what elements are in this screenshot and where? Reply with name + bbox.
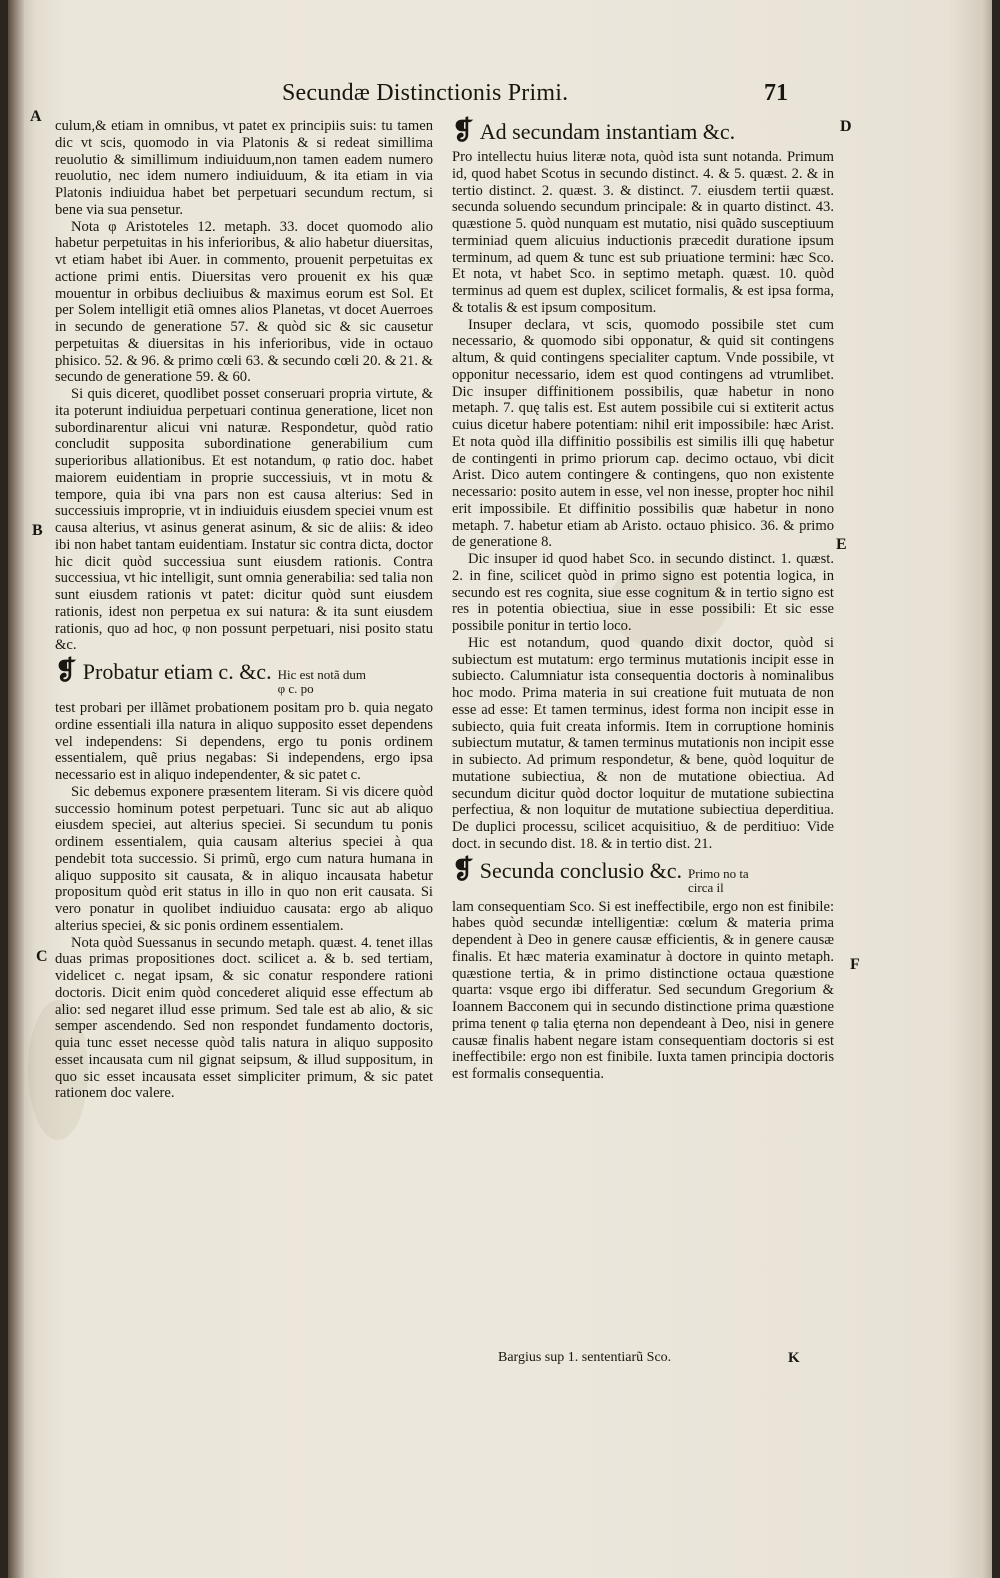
pilcrow-icon: ❡ [55, 656, 77, 685]
margin-letter-c: C [36, 948, 48, 965]
pilcrow-icon: ❡ [452, 854, 474, 884]
page-edge [982, 0, 992, 1578]
pilcrow-icon: ❡ [452, 116, 474, 145]
left-column [55, 118, 433, 1102]
heading-text: Probatur etiam c. &c. [82, 659, 272, 684]
binding-gutter [8, 0, 24, 1578]
catchline: Bargius sup 1. sententiarũ Sco. [498, 1350, 672, 1365]
section-heading [452, 854, 834, 895]
margin-letter-b: B [32, 522, 43, 539]
paragraph: Insuper declara, vt scis, quomodo possibile stet cum necessario, & quomodo sibi opponatur, & quid sit contingens altum, & quid contingens specialiter captum. Vnde possibile, vt opponitur necessario, idem est quod contingens ad vtrumlibet. Dic insuper diffinitionem possibilis, quæ habetur in nono metaph. 7. quę talis est. Est autem possibile cui si extiterit actus cuius dicetur habere potentiam: nihil erit impossibile: hæc Arist. Et nota quòd illa diffinitio possibilis est similis illi quę habetur de contingenti in primo priorum cap. decimo octauo, vbi dicit Arist. Dico autem contingere & contingens, quo non existente necessario: posito autem in esse, vel non inesse, propter hoc nihil erit impossibile. Et diffinitio possibilis quæ habetur in nono metaph. 7. habetur etiam ab Aristo. octauo phisico. 36. & primo de generatione 8. [452, 316, 834, 551]
paragraph: Nota quòd Suessanus in secundo metaph. quæst. 4. tenet illas duas primas propositiones doct. scilicet a. & b. sed tertiam, videlicet c. negat ipsam, & sic conatur respondere rationi doctoris. Dicit enim quòd concederet aliquid esse effectum ab alio: sed negaret illud esse primum. Sed tale est ab alio, & sic semper ascendendo. Sed non respondet fundamento doctoris, quia tunc esset necesse quòd talis natura in aliquo supposito esset incausata cum nil gignat seipsum, & illud suppositum, in quo sic esset incausata esset simpliciter primum, & sic patet rationem doc valere. [55, 934, 433, 1102]
paragraph: Nota φ Aristoteles 12. metaph. 33. docet quomodo alio habetur perpetuitas in his inferioribus, & alio habetur diuersitas, vt etiam habet ibi Auer. in commento, prouenit perpetuitas ex actione primi entis. Diuersitas vero prouenit ex his quæ mouentur in orbibus decliuibus & maximus eorum est Sol. Et per Solem intelligit etiã omnes alios Planetas, vt docet Auerroes in secundo de generatione 57. & quòd sic & sic causetur perpetuitas & diuersitas in his inferioribus, vide in octauo phisico. 52. & 96. & primo cœli 63. & secundo cœli 20. & 21. & secundo de generatione 59. & 60. [55, 218, 433, 386]
paragraph: Si quis diceret, quodlibet posset conseruari propria virtute, & ita poterunt indiuidua perpetuari continua generatione, licet non subordinarentur alicui vni naturæ. Respondetur, quòd ratio concludit supposita subordinatione generabilium cum superioribus allationibus. Et est notandum, φ ratio doc. habet maiorem euidentiam in proprie successiuis, vt in motu & tempore, quia ibi vna pars non est causa alterius: Sed in successiuis improprie, vt in indiuiduis eiusdem speciei vnum est causa alterius, vt asinus generat asinum, & sic de aliis: & ideo ibi non habet tantam euidentiam. Instatur sic contra dicta, doctor hic dicit quòd successiua sunt eiusdem rationis. Contra successiua, vt hic intelligit, sunt omnia generabilia: sed talia non sunt eiusdem rationis vt patet: dicitur quòd sunt eiusdem rationis, idest non perpetua ex sui natura: & ita sunt eiusdem rationis, quo ad hoc, φ non possunt perpetuari, nisi posito statu &c. [55, 386, 433, 654]
paragraph: Dic insuper id quod habet Sco. in secundo distinct. 1. quæst. 2. in fine, scilicet quòd in primo signo est potentia logica, in secundo est res cognita, siue esse cognitum & in tertio signo est res in potentia obiectiua, siue in esse possibili: Et sic esse possibile ponitur in tertio loco. [452, 551, 834, 634]
paragraph: lam consequentiam Sco. Si est ineffectibile, ergo non est finibile: habes quòd secundæ intelligentiæ: cœlum & materia prima dependent à Deo in genere causæ efficientis, & in genere causæ finalis. Et hæc materia examinatur à doctore in quinto metaph. quæstione tertia, & in primo distinctione octaua quæstione quarta: vsque ergo ibi differatur. Sed secundum Gregorium & Ioannem Bacconem qui in secundo distinctione prima quæstione prima tenent φ talia ęterna non dependeant à Deo, nisi in genere causæ finalis habent negare istam consequentiam doctoris si est ineffectibile: ergo non est finibile. Iuxta tamen principia doctoris est formalis consequentia. [452, 898, 834, 1082]
running-title: Secundæ Distinctionis Primi. [282, 80, 569, 106]
margin-letter-e: E [836, 536, 847, 553]
heading-text: Ad secundam instantiam &c. [479, 119, 736, 144]
heading-side-note: Primo no ta circa il [688, 865, 749, 895]
heading-text: Secunda conclusio &c. [479, 857, 683, 883]
paragraph: Sic debemus exponere præsentem literam. Si vis dicere quòd successio hominum potest perpetuari. Tunc sic aut ab aliquo eiusdem speciei, aut alterius speciei. Si secundum tu ponis ordinem essentialem, quia causam alterius speciei à qua pendebit tota successio. Si primũ, ergo cum natura humana in aliquo supposito sit causata, & in aliquo incausata habetur propositum quòd erit status in illo in quo non erit causata. Si vero ponatur in quolibet indiuiduo causata: ergo ab aliquo alterius speciei, & sic ponis ordinem essentialem. [55, 783, 433, 934]
margin-letter-f: F [850, 956, 860, 973]
paragraph: Pro intellectu huius literæ nota, quòd ista sunt notanda. Primum id, quod habet Scotus in secundo distinct. 4. & 5. quæst. 2. & in tertio distinct. 2. quæst. 3. & distinct. 7. eiusdem tertii quæst. secunda soluendo secundum principale: & in quarto distinct. 43. quæstione 5. quòd nunquam est mutatio, nisi quãdo susceptiuum terminiad quem alicuius inductionis præcedit duratione ipsum terminum, ad quem & tunc est sub priuatione termini: hæc Sco. Et nota, vt habet Sco. in septimo metaph. quæst. 10. quòd terminus ad quem est duplex, scilicet formalis, & est ipsa forma, & totalis & est ipsum compositum. [452, 149, 834, 316]
right-column [452, 118, 834, 1083]
folio-number: 71 [764, 80, 788, 106]
paragraph: culum,& etiam in omnibus, vt patet ex principiis suis: tu tamen dic vt scis, quomodo in via Platonis & si redeat simillima reuolutio & simillimum indiuiduum,non tamen eadem numero reuolutio, nec idem numero indiuiduum, & ita etiam in via Platonis indiuidua habet bet perpetuari secundum rectum, si bene via sua pensetur. [55, 118, 433, 218]
heading-side-note: Hic est notã dum φ c. po [277, 667, 367, 696]
signature-mark: K [788, 1350, 800, 1366]
paragraph: test probari per illãmet probationem positam pro b. quia negato ordine essentiali illa natura in aliquo supposito esset dependens vel independens: Si dependens, ergo tu ponis ordinem essentialem, quẽ prius negabas: Si independens, ergo ipsa necessario est in aliquo independenter, & sic patet c. [55, 700, 433, 783]
margin-letter-a: A [30, 108, 42, 125]
paragraph: Hic est notandum, quod quando dixit doctor, quòd si subiectum est mutatum: ergo terminus mutationis incipit esse in subiecto. Calumniatur ista consequentia doctoris à nominalibus hoc modo. Prima materia in sui creatione fuit mutuata de non esse ad esse: Et tamen terminus, idest forma non incipit esse in subiecto, quia fuit creata informis. Item in corruptione hominis subiectum mutatur, & tamen terminus mutationis non incipit esse in subiecto. Ad primum respondetur, & bene, quòd loquitur de mutatione subiectiua, & non de mutatione obiectiua. Ad secundum dicitur quòd doctor loquitur de mutatione subiectina perfectiua, & non loquitur de mutatione subiectiua deperditiua. De duplici processu, scilicet acquisitiuo, & de perditiuo: Vide doct. in secundo dist. 18. & in tertio dist. 21. [452, 634, 834, 852]
margin-letter-d: D [840, 118, 852, 135]
section-heading [452, 118, 834, 145]
section-heading [55, 658, 433, 696]
